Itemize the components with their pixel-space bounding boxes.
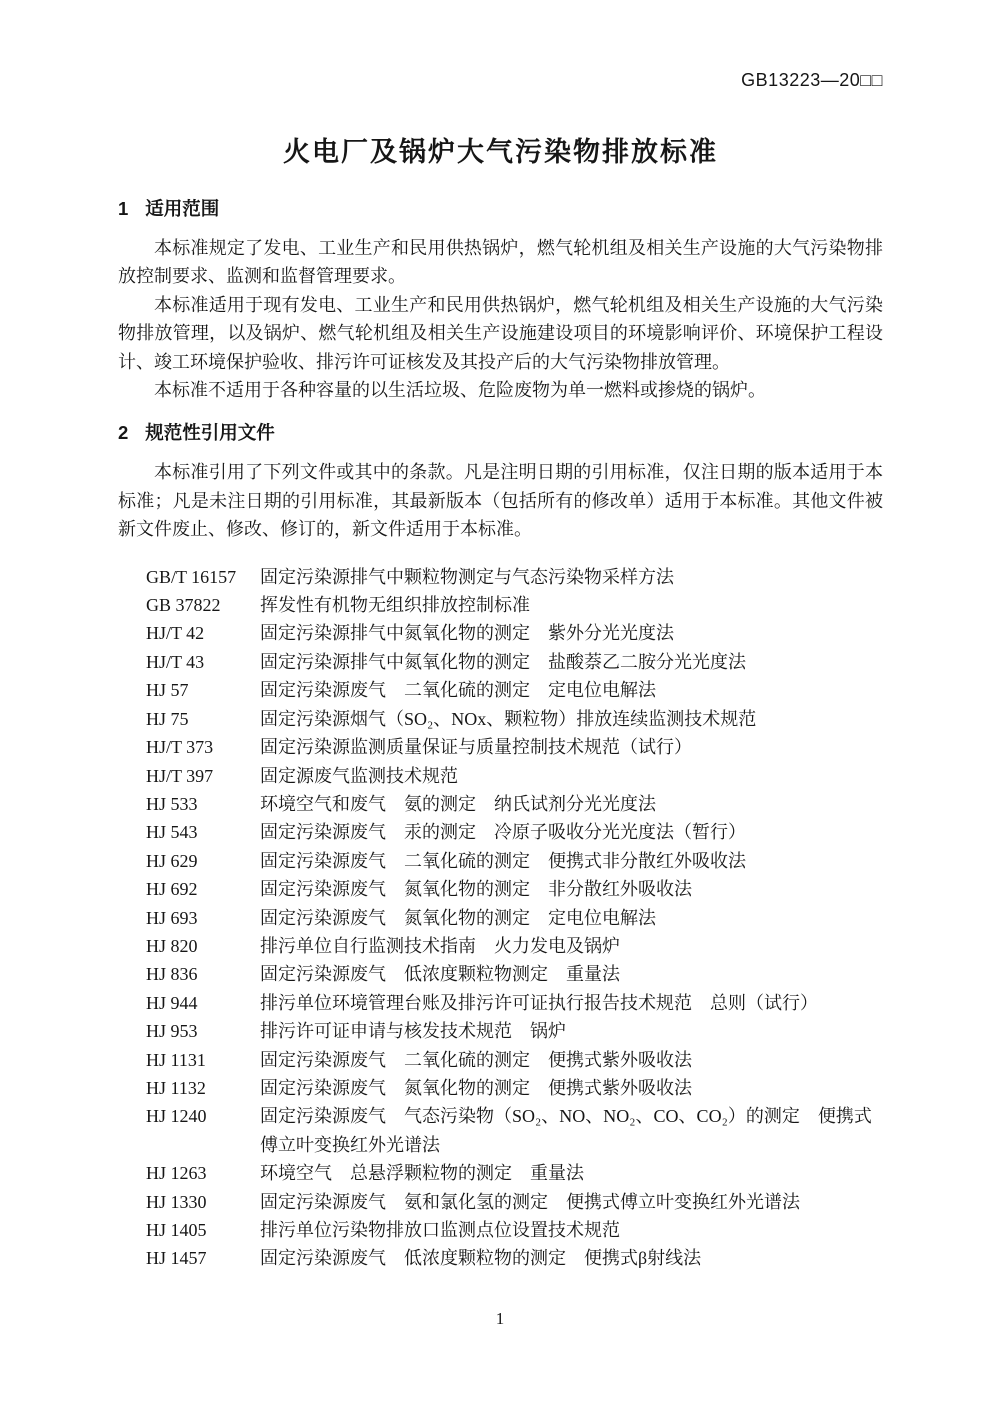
paragraph: 本标准不适用于各种容量的以生活垃圾、危险废物为单一燃料或掺烧的锅炉。 [154,380,766,401]
reference-code: HJ 1330 [146,1191,207,1212]
reference-row [146,563,883,591]
reference-title: 固定污染源废气 二氧化硫的测定 便携式紫外吸收法 [260,1049,692,1070]
reference-row [146,875,883,903]
reference-title: 固定污染源废气 氨和氯化氢的测定 便携式傅立叶变换红外光谱法 [260,1191,800,1212]
reference-code: HJ 533 [146,793,198,814]
reference-row [146,1046,883,1074]
reference-title: 固定污染源废气 汞的测定 冷原子吸收分光光度法（暂行） [260,822,746,843]
reference-title: 挥发性有机物无组织排放控制标准 [260,595,530,616]
reference-code: HJ 75 [146,708,189,729]
reference-code: HJ/T 43 [146,651,205,672]
reference-row [146,960,883,988]
reference-code: GB 37822 [146,595,221,616]
section-1-heading [118,196,883,222]
reference-code: HJ 1263 [146,1163,207,1184]
reference-title: 固定污染源监测质量保证与质量控制技术规范（试行） [260,737,692,758]
reference-title: 固定源废气监测技术规范 [260,765,458,786]
reference-title: 排污单位环境管理台账及排污许可证执行报告技术规范 总则（试行） [260,992,818,1013]
section-2-heading-text: 规范性引用文件 [145,422,275,444]
standard-number: GB13223—20□□ [741,70,883,90]
reference-code: HJ 692 [146,879,198,900]
reference-code: HJ 1132 [146,1077,206,1098]
reference-row [146,762,883,790]
reference-title: 固定污染源废气 氮氧化物的测定 非分散红外吸收法 [260,879,692,900]
reference-title: 固定污染源废气 二氧化硫的测定 便携式非分散红外吸收法 [260,850,746,871]
reference-row [146,989,883,1017]
reference-row [146,619,883,647]
paragraph: 本标准适用于现有发电、工业生产和民用供热锅炉，燃气轮机组及相关生产设施的大气污染物排放管理，以及锅炉、燃气轮机组及相关生产设施建设项目的环境影响评价、环境保护工程设计、竣工环境保护验收、排污许可证核发及其投产后的大气污染物排放管理。 [118,294,883,372]
reference-code: GB/T 16157 [146,566,237,587]
reference-code: HJ 820 [146,935,198,956]
reference-row [146,1017,883,1045]
section-2-heading [118,420,883,446]
reference-title: 固定污染源排气中氮氧化物的测定 盐酸萘乙二胺分光光度法 [260,651,746,672]
reference-row [146,1159,883,1187]
reference-code: HJ 543 [146,822,198,843]
reference-row [146,904,883,932]
reference-title: 排污单位污染物排放口监测点位设置技术规范 [260,1220,620,1240]
reference-title: 固定污染源废气 气态污染物（SO₂、NO、NO₂、CO、CO₂）的测定 便携式傅立叶变换红外光谱法 [260,1106,872,1155]
reference-title: 环境空气和废气 氨的测定 纳氏试剂分光光度法 [260,793,656,814]
reference-code: HJ 629 [146,850,198,871]
reference-row [146,1102,883,1159]
reference-code: HJ/T 397 [146,765,214,786]
reference-row [146,1216,883,1244]
reference-code: HJ 693 [146,907,198,928]
reference-title: 环境空气 总悬浮颗粒物的测定 重量法 [260,1163,584,1184]
reference-row [146,648,883,676]
paragraph: 本标准引用了下列文件或其中的条款。凡是注明日期的引用标准，仅注日期的版本适用于本标准；凡是未注日期的引用标准，其最新版本（包括所有的修改单）适用于本标准。其他文件被新文件废止、修改、修订的，新文件适用于本标准。 [118,462,883,540]
section-2-number: 2 [118,422,129,444]
reference-code: HJ 953 [146,1021,198,1042]
reference-row [146,676,883,704]
section-1-number: 1 [118,198,129,219]
reference-code: HJ 1457 [146,1248,207,1269]
reference-row [146,1188,883,1216]
reference-title: 固定污染源烟气（SO₂、NOx、颗粒物）排放连续监测技术规范 [260,708,757,729]
reference-list [118,563,883,1273]
reference-row [146,818,883,846]
reference-title: 固定污染源排气中氮氧化物的测定 紫外分光光度法 [260,623,674,644]
reference-code: HJ 944 [146,992,198,1013]
reference-row [146,790,883,818]
reference-code: HJ 1240 [146,1106,207,1127]
page-number: 1 [495,1309,505,1328]
reference-row [146,705,883,733]
reference-row [146,1074,883,1102]
reference-row [146,591,883,619]
section-1-heading-text: 适用范围 [145,198,220,219]
reference-row [146,932,883,960]
reference-code: HJ 57 [146,680,189,701]
reference-code: HJ 836 [146,964,198,985]
reference-title: 固定污染源废气 氮氧化物的测定 便携式紫外吸收法 [260,1077,692,1098]
reference-code: HJ 1131 [146,1049,206,1070]
reference-code: HJ/T 42 [146,623,205,644]
paragraph: 本标准规定了发电、工业生产和民用供热锅炉，燃气轮机组及相关生产设施的大气污染物排放控制要求、监测和监督管理要求。 [118,238,883,287]
section-2-intro [118,458,883,543]
section-1-body [118,234,883,404]
reference-title: 固定污染源废气 低浓度颗粒物测定 重量法 [260,964,620,985]
reference-row [146,847,883,875]
reference-title: 固定污染源废气 氮氧化物的测定 定电位电解法 [260,907,656,928]
reference-code: HJ/T 373 [146,737,214,758]
reference-title: 固定污染源排气中颗粒物测定与气态污染物采样方法 [260,566,674,587]
reference-title: 固定污染源废气 二氧化硫的测定 定电位电解法 [260,680,656,701]
reference-row [146,733,883,761]
reference-title: 固定污染源废气 低浓度颗粒物的测定 便携式β射线法 [260,1248,702,1269]
reference-title: 排污许可证申请与核发技术规范 锅炉 [260,1021,566,1042]
page-title: 火电厂及锅炉大气污染物排放标准 [283,137,718,167]
reference-row [146,1244,883,1272]
reference-code: HJ 1405 [146,1220,207,1240]
reference-title: 排污单位自行监测技术指南 火力发电及锅炉 [260,935,620,956]
